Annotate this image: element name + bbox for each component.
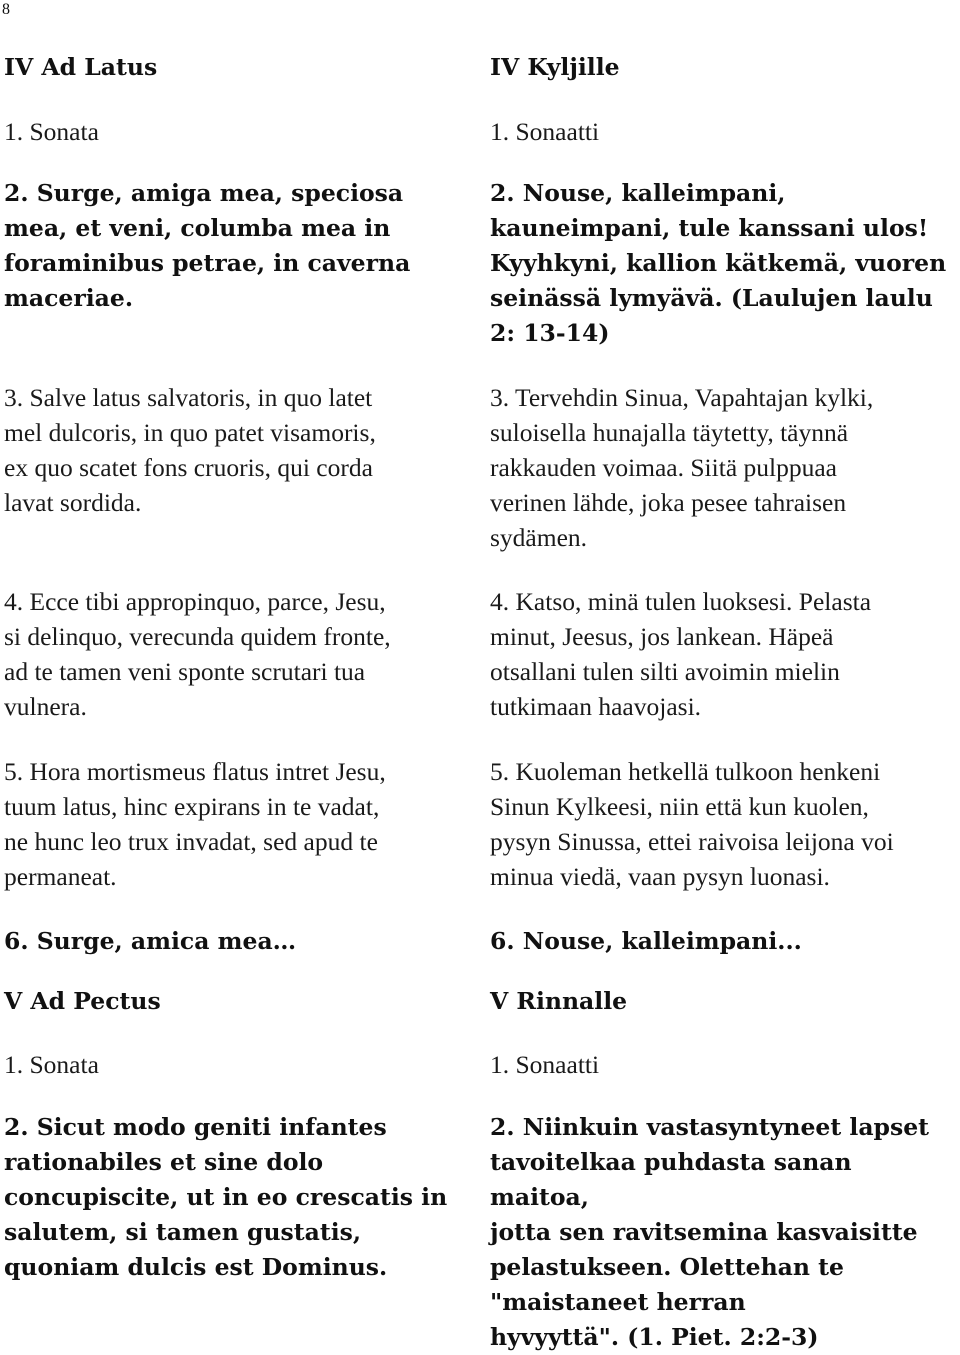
section-heading-ad-latus: IV Ad Latus [4, 53, 158, 81]
section-heading-kyljille: IV Kyljille [490, 53, 620, 81]
verse-4-finnish: 4. Katso, minä tulen luoksesi. Pelasta minut, Jeesus, jos lankean. Häpeä otsallani tulen silti avoimin mielin tutkimaan haavojasi. [490, 587, 872, 721]
verse-3-finnish: 3. Tervehdin Sinua, Vapahtajan kylki, suloisella hunajalla täytetty, täynnä rakkauden voimaa. Siitä pulppuaa verinen lähde, joka pesee tahraisen sydämen. [490, 383, 874, 552]
section-heading-rinnalle: V Rinnalle [490, 987, 628, 1015]
sonaatti-label: 1. Sonaatti [490, 1050, 600, 1079]
verse-4-latin: 4. Ecce tibi appropinquo, parce, Jesu, si delinquo, verecunda quidem fronte, ad te tamen veni sponte scrutari tua vulnera. [4, 587, 391, 721]
verse-2b-finnish: 2. Niinkuin vastasyntyneet lapset tavoitelkaa puhdasta sanan maitoa, jotta sen ravitsemina kasvaisitte pelastukseen. Olettehan te "maistaneet herran hyvyyttä". (1. Piet. 2:2-3) [490, 1113, 930, 1351]
verse-3-latin: 3. Salve latus salvatoris, in quo latet mel dulcoris, in quo patet visamoris, ex quo scatet fons cruoris, qui corda lavat sordida. [4, 383, 376, 517]
sonata-label: 1. Sonata [4, 1050, 99, 1079]
verse-2-finnish: 2. Nouse, kalleimpani, kauneimpani, tule kanssani ulos! Kyyhkyni, kallion kätkemä, vuoren seinässä lymyävä. (Laulujen laulu 2: 13-14) [490, 179, 947, 347]
sonata-label: 1. Sonata [4, 117, 99, 146]
verse-2-latin: 2. Surge, amiga mea, speciosa mea, et veni, columba mea in foraminibus petrae, in caverna maceriae. [4, 179, 411, 312]
verse-5-finnish: 5. Kuoleman hetkellä tulkoon henkeni Sinun Kylkeesi, niin että kun kuolen, pysyn Sinussa, ettei raivoisa leijona voi minua viedä, vaan pysyn luonasi. [490, 757, 894, 891]
page-number: 8 [2, 1, 10, 18]
verse-5-latin: 5. Hora mortismeus flatus intret Jesu, tuum latus, hinc expirans in te vadat, ne hunc leo trux invadat, sed apud te permaneat. [4, 757, 386, 891]
verse-6-latin: 6. Surge, amica mea… [4, 927, 297, 955]
section-heading-ad-pectus: V Ad Pectus [4, 987, 161, 1015]
verse-6-finnish: 6. Nouse, kalleimpani... [490, 927, 802, 955]
sonaatti-label: 1. Sonaatti [490, 117, 600, 146]
verse-2b-latin: 2. Sicut modo geniti infantes rationabiles et sine dolo concupiscite, ut in eo crescatis in salutem, si tamen gustatis, quoniam dulcis est Dominus. [4, 1113, 448, 1281]
